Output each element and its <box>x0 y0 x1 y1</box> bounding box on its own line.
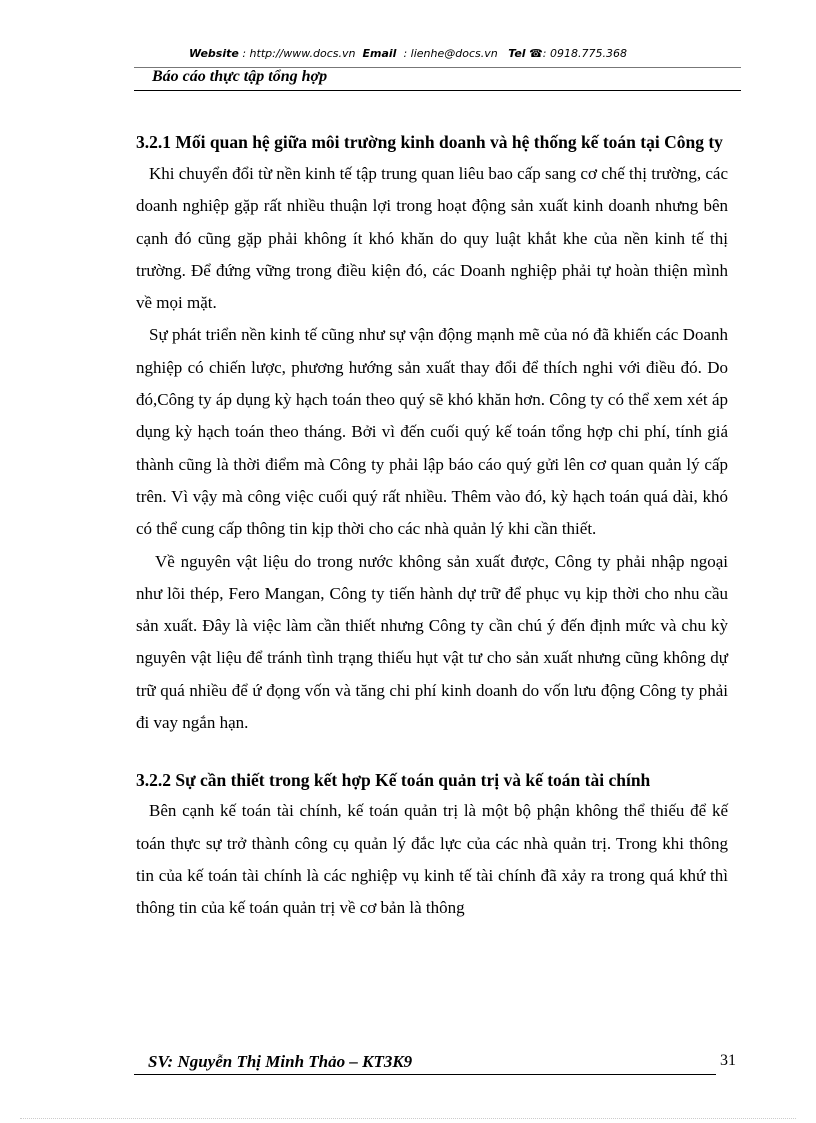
paragraph: Bên cạnh kế toán tài chính, kế toán quản trị là một bộ phận không thể thiếu để kế toán thực sự trở thành công cụ quản lý đắc lực của các nhà quản trị. Trong khi thông tin của kế toán tài chính là các nghiệp vụ kinh tế tài chính đã xảy ra trong quá khứ thì thông tin của kế toán quản trị về cơ bản là thông <box>136 801 728 918</box>
page-number: 31 <box>720 1052 736 1069</box>
paragraph: Về nguyên vật liệu do trong nước không sản xuất được, Công ty phải nhập ngoại như lõi thép, Fero Mangan, Công ty tiến hành dự trữ để phục vụ kịp thời cho nhu cầu sản xuất. Đây là việc làm cần thiết nhưng Công ty cần chú ý đến định mức và chu kỳ nguyên vật liệu để tránh tình trạng thiếu hụt vật tư cho sản xuất nhưng cũng không dự trữ quá nhiều để ứ đọng vốn và tăng chi phí kinh doanh do vốn lưu động Công ty phải đi vay ngắn hạn. <box>136 551 728 733</box>
phone-icon: ☎ <box>529 47 543 60</box>
report-title: Báo cáo thực tập tổng hợp <box>152 68 328 85</box>
section-heading-3-2-1: 3.2.1 Mối quan hệ giữa môi trường kinh doanh và hệ thống kế toán tại Công ty <box>136 132 723 152</box>
website-label: Website <box>189 47 239 60</box>
paragraph: Khi chuyển đổi từ nền kinh tế tập trung quan liêu bao cấp sang cơ chế thị trường, các doanh nghiệp gặp rất nhiều thuận lợi trong hoạt động sản xuất kinh doanh nhưng bên cạnh đó cũng gặp phải không ít khó khăn do quy luật khắt khe của nền kinh tế thị trường. Để đứng vững trong điều kiện đó, các Doanh nghiệp phải tự hoàn thiện mình về mọi mặt. <box>136 164 728 313</box>
email-label: Email <box>362 47 397 60</box>
student-name: SV: Nguyễn Thị Minh Thảo – KT3K9 <box>148 1052 413 1071</box>
email-address[interactable]: : lienhe@docs.vn <box>403 47 498 60</box>
tel-number: : 0918.775.368 <box>542 47 627 60</box>
website-url[interactable]: : http://www.docs.vn <box>242 47 356 60</box>
website-header <box>0 47 816 60</box>
section-heading-3-2-2: 3.2.2 Sự cần thiết trong kết hợp Kế toán quản trị và kế toán tài chính <box>136 770 651 791</box>
paragraph: Sự phát triển nền kinh tế cũng như sự vận động mạnh mẽ của nó đã khiến các Doanh nghiệp có chiến lược, phương hướng sản xuất thay đổi để thích nghi với điều đó. Do đó,Công ty áp dụng kỳ hạch toán theo quý sẽ khó khăn hơn. Công ty có thể xem xét áp dụng kỳ hạch toán theo tháng. Bởi vì đến cuối quý kế toán tổng hợp chi phí, tính giá thành cũng là thời điểm mà Công ty phải lập báo cáo quý gửi lên cơ quan quản lý cấp trên. Vì vậy mà công việc cuối quý rất nhiều. Thêm vào đó, kỳ hạch toán quá dài, khó có thể cung cấp thông tin kịp thời cho các nhà quản lý khi cần thiết. <box>136 325 728 539</box>
tel-label: Tel <box>508 47 526 60</box>
page-edge <box>20 1118 796 1119</box>
footer-rule <box>134 1074 716 1075</box>
document-body <box>136 126 728 925</box>
